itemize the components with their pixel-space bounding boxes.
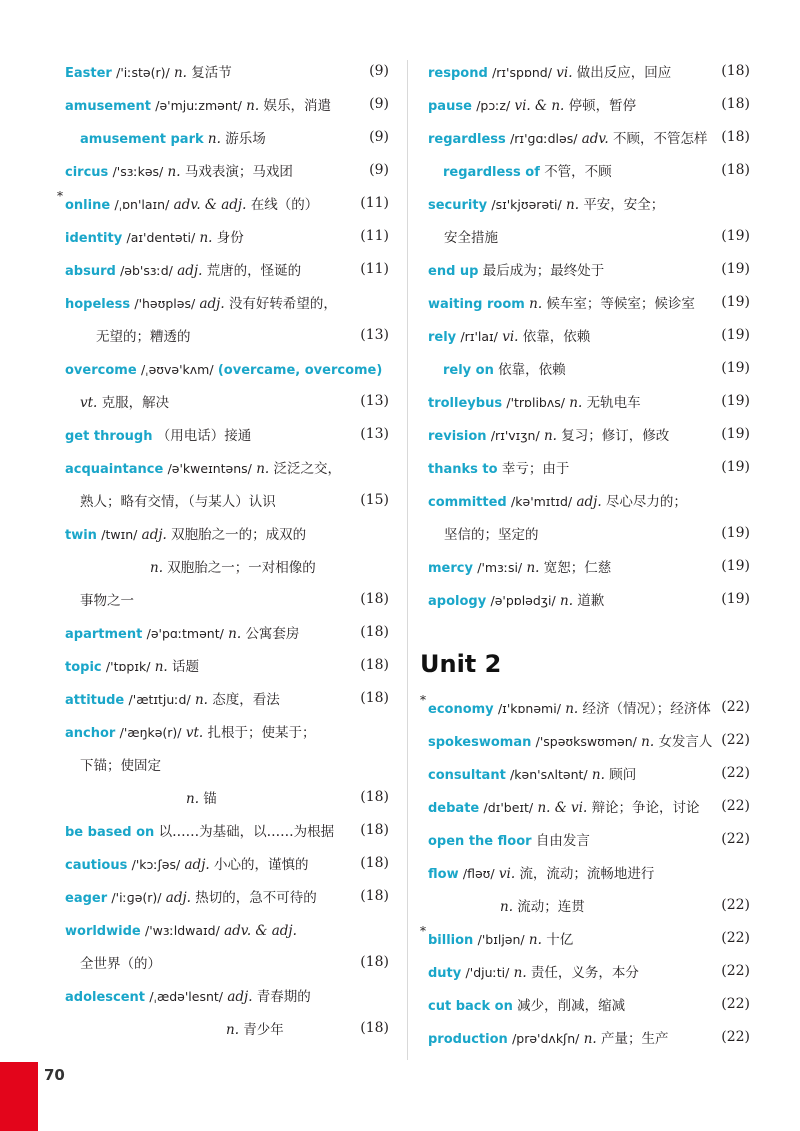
part-of-speech: adj.: [184, 857, 210, 873]
part-of-speech: n.: [543, 428, 557, 444]
definition: 责任，义务，本分: [530, 965, 639, 981]
part-of-speech: n.: [173, 65, 187, 81]
page-reference: (19): [721, 393, 750, 409]
part-of-speech: adj.: [576, 494, 602, 510]
part-of-speech: adj.: [227, 989, 253, 1005]
definition: 娱乐，消遣: [263, 98, 331, 114]
page-reference: (18): [721, 63, 750, 79]
vocab-entry: [65, 191, 318, 219]
page-reference: (22): [721, 732, 750, 748]
headword: topic: [65, 660, 102, 675]
definition: 减少，削减，缩减: [517, 998, 626, 1014]
definition: 游乐场: [225, 131, 266, 147]
definition: 最后成为；最终处于: [482, 263, 605, 279]
headword: rely on: [443, 363, 494, 378]
page-reference: (18): [360, 690, 389, 706]
phonetic: /'tɒpɪk/: [105, 659, 151, 674]
part-of-speech: n.: [207, 131, 221, 147]
headword: circus: [65, 165, 109, 180]
headword: online: [65, 198, 111, 213]
footer-red-block: [0, 1062, 38, 1131]
page-reference: (22): [721, 930, 750, 946]
part-of-speech: n.: [529, 296, 543, 312]
page-reference: (9): [369, 129, 389, 145]
part-of-speech: n.: [194, 692, 208, 708]
phonetic: /'spəʊkswʊmən/: [535, 734, 637, 749]
phonetic: /kə'mɪtɪd/: [511, 494, 573, 509]
page-reference: (18): [360, 624, 389, 640]
definition: 熟人；略有交情，（与某人）认识: [80, 494, 276, 510]
vocab-entry: [226, 1016, 284, 1044]
headword: production: [428, 1032, 508, 1047]
vocab-entry: [428, 59, 671, 87]
headword: Easter: [65, 66, 112, 81]
definition: 不顾，不管怎样: [613, 131, 708, 147]
part-of-speech: n.: [150, 560, 163, 576]
part-of-speech: n.: [199, 230, 213, 246]
page-reference: (9): [369, 162, 389, 178]
headword: cautious: [65, 858, 128, 873]
vocab-entry: [65, 356, 382, 384]
definition: 宽恕；仁慈: [543, 560, 612, 576]
part-of-speech: n.: [186, 791, 199, 807]
definition: 尽心尽力的；: [605, 494, 687, 510]
column-divider: [407, 60, 408, 1060]
definition: 态度，看法: [212, 692, 280, 708]
definition: （用电话）接通: [156, 428, 252, 444]
vocab-entry: [428, 191, 664, 219]
part-of-speech: adv.: [581, 131, 609, 147]
part-of-speech: adj.: [199, 296, 225, 312]
definition: 在线（的）: [250, 197, 319, 213]
vocab-entry: [65, 455, 341, 483]
part-of-speech: adj.: [165, 890, 191, 906]
headword: overcome: [65, 363, 137, 378]
vocab-entry: [80, 950, 161, 978]
vocab-entry: [428, 125, 708, 153]
vocab-entry: [428, 761, 636, 789]
headword: rely: [428, 330, 457, 345]
headword: security: [428, 198, 488, 213]
page-reference: (22): [721, 699, 750, 715]
definition: 事物之一: [80, 593, 134, 609]
page-reference: (18): [360, 822, 389, 838]
page-reference: (18): [360, 855, 389, 871]
definition: 下锚；使固定: [80, 758, 161, 774]
headword: billion: [428, 933, 474, 948]
phonetic: /prə'dʌkʃn/: [512, 1031, 580, 1046]
phonetic: /sɪ'kjʊərəti/: [491, 197, 562, 212]
page-reference: (18): [360, 1020, 389, 1036]
phonetic: /rɪ'laɪ/: [460, 329, 498, 344]
part-of-speech: adj.: [141, 527, 167, 543]
vocab-entry: [443, 356, 566, 384]
vocab-entry: [500, 893, 585, 921]
definition: 流动；连贯: [517, 899, 585, 915]
star-mark: *: [420, 924, 426, 938]
headword: waiting room: [428, 297, 525, 312]
definition: 复活节: [191, 65, 232, 81]
page-reference: (19): [721, 459, 750, 475]
definition: 停顿，暂停: [568, 98, 637, 114]
headword: hopeless: [65, 297, 131, 312]
headword: flow: [428, 867, 459, 882]
phonetic: /'trɒlibʌs/: [506, 395, 565, 410]
vocab-entry: [80, 488, 276, 516]
page-reference: (9): [369, 96, 389, 112]
part-of-speech: adv. & adj.: [224, 923, 297, 939]
phonetic: /ˌəʊvə'kʌm/: [140, 362, 214, 377]
vocab-entry: [428, 794, 700, 822]
definition: 锚: [203, 791, 217, 807]
headword: open the floor: [428, 834, 532, 849]
vocab-entry: [428, 257, 604, 285]
phonetic: /fləʊ/: [462, 866, 495, 881]
page-reference: (11): [360, 195, 389, 211]
headword: amusement park: [80, 132, 204, 147]
headword: absurd: [65, 264, 116, 279]
definition: 克服，解决: [101, 395, 170, 411]
part-of-speech: n.: [154, 659, 168, 675]
definition: 话题: [172, 659, 200, 675]
definition: 全世界（的）: [80, 956, 161, 972]
vocab-entry: [96, 323, 191, 351]
part-of-speech: n.: [228, 626, 242, 642]
page-reference: (19): [721, 591, 750, 607]
vocab-entry: [186, 785, 217, 813]
phonetic: /'mɜːsi/: [477, 560, 523, 575]
definition: 双胞胎之一的；成双的: [171, 527, 307, 543]
page-reference: (19): [721, 525, 750, 541]
phonetic: /rɪ'spɒnd/: [492, 65, 552, 80]
page-reference: (22): [721, 963, 750, 979]
vocab-entry: [428, 554, 611, 582]
page-reference: (19): [721, 426, 750, 442]
definition: 无轨电车: [586, 395, 641, 411]
part-of-speech: vi. & n.: [514, 98, 565, 114]
definition: 产量；生产: [601, 1031, 669, 1047]
page-reference: (13): [360, 327, 389, 343]
page-reference: (22): [721, 831, 750, 847]
phonetic: /pɔːz/: [476, 98, 511, 113]
page-reference: (18): [360, 657, 389, 673]
vocab-entry: [80, 752, 161, 780]
headword: regardless: [428, 132, 506, 147]
page-reference: (19): [721, 558, 750, 574]
headword: amusement: [65, 99, 151, 114]
definition: 坚信的；坚定的: [444, 527, 539, 543]
part-of-speech: vi.: [502, 329, 519, 345]
unit-heading: Unit 2: [420, 650, 502, 678]
phonetic: /'iːɡə(r)/: [111, 890, 162, 905]
phonetic: /'həʊpləs/: [134, 296, 196, 311]
page-reference: (18): [360, 888, 389, 904]
part-of-speech: n.: [513, 965, 527, 981]
headword: anchor: [65, 726, 116, 741]
vocab-entry: [65, 521, 306, 549]
page-reference: (18): [721, 129, 750, 145]
part-of-speech: n.: [167, 164, 181, 180]
definition: 十亿: [546, 932, 574, 948]
phonetic: /ə'kweɪntəns/: [167, 461, 252, 476]
vocab-entry: [65, 884, 317, 912]
vocab-entry: [65, 917, 297, 945]
part-of-speech: n.: [500, 899, 513, 915]
definition: 没有好转希望的，: [228, 296, 337, 312]
headword: end up: [428, 264, 479, 279]
phonetic: /ə'pɒlədʒi/: [490, 593, 556, 608]
vocab-entry: [65, 290, 337, 318]
phonetic: /aɪ'dentəti/: [126, 230, 196, 245]
page-reference: (13): [360, 426, 389, 442]
star-mark: *: [57, 189, 63, 203]
definition: 辩论；争论，讨论: [591, 800, 700, 816]
definition: 青少年: [243, 1022, 284, 1038]
vocab-entry: [428, 488, 687, 516]
definition: 无望的；糟透的: [96, 329, 191, 345]
phonetic: /ə'mjuːzmənt/: [155, 98, 242, 113]
part-of-speech: n.: [566, 197, 580, 213]
part-of-speech: n.: [526, 560, 540, 576]
page-reference: (18): [721, 96, 750, 112]
definition: 做出反应，回应: [576, 65, 672, 81]
part-of-speech: vi.: [556, 65, 573, 81]
definition: 青春期的: [256, 989, 311, 1005]
page-reference: (18): [360, 954, 389, 970]
vocab-entry: [80, 389, 169, 417]
vocab-entry: [428, 860, 654, 888]
phonetic: /rɪ'ɡɑːdləs/: [510, 131, 578, 146]
page-reference: (19): [721, 327, 750, 343]
vocab-entry: [428, 926, 573, 954]
page-reference: (18): [721, 162, 750, 178]
definition: 身份: [216, 230, 244, 246]
headword: pause: [428, 99, 472, 114]
definition: 荒唐的，怪诞的: [206, 263, 302, 279]
phonetic: /rɪ'vɪʒn/: [490, 428, 540, 443]
vocab-entry: [428, 695, 711, 723]
vocab-entry: [428, 92, 636, 120]
vocab-entry: [428, 587, 604, 615]
page-reference: (11): [360, 261, 389, 277]
part-of-speech: n.: [565, 701, 579, 717]
headword: apology: [428, 594, 487, 609]
vocab-entry: [65, 851, 308, 879]
part-of-speech: n.: [583, 1031, 597, 1047]
page-reference: (19): [721, 261, 750, 277]
headword: identity: [65, 231, 123, 246]
vocab-entry: [65, 92, 331, 120]
vocab-entry: [65, 686, 280, 714]
definition: 依靠，依赖: [522, 329, 591, 345]
page-reference: (18): [360, 789, 389, 805]
vocab-entry: [428, 827, 590, 855]
phonetic: /ɪ'kɒnəmi/: [497, 701, 561, 716]
part-of-speech: adv. & adj.: [173, 197, 247, 213]
phonetic: /'wɜːldwaɪd/: [145, 923, 220, 938]
part-of-speech: n.: [256, 461, 270, 477]
definition: 小心的，谨慎的: [213, 857, 309, 873]
phonetic: /'bɪljən/: [477, 932, 525, 947]
phonetic: /'sɜːkəs/: [112, 164, 164, 179]
vocab-entry: [444, 521, 539, 549]
vocab-entry: [65, 620, 299, 648]
definition: 公寓套房: [245, 626, 300, 642]
vocab-entry: [428, 959, 639, 987]
headword: get through: [65, 429, 153, 444]
headword: respond: [428, 66, 488, 81]
part-of-speech: n.: [528, 932, 542, 948]
definition: 安全措施: [444, 230, 498, 246]
vocab-entry: [65, 818, 334, 846]
page-reference: (13): [360, 393, 389, 409]
headword: twin: [65, 528, 97, 543]
part-of-speech: n.: [569, 395, 583, 411]
vocab-entry: [65, 653, 199, 681]
definition: 复习；修订，修改: [561, 428, 670, 444]
headword: attitude: [65, 693, 125, 708]
phonetic: /ˌɒn'laɪn/: [114, 197, 170, 212]
headword: apartment: [65, 627, 143, 642]
phonetic: /ˌædə'lesnt/: [149, 989, 224, 1004]
phonetic: /'ætɪtjuːd/: [128, 692, 191, 707]
page-reference: (11): [360, 228, 389, 244]
phonetic: /dɪ'beɪt/: [483, 800, 534, 815]
headword: eager: [65, 891, 108, 906]
part-of-speech: vi.: [498, 866, 516, 882]
definition: 依靠，依赖: [498, 362, 566, 378]
phonetic: /'kɔːʃəs/: [131, 857, 181, 872]
part-of-speech: vt.: [185, 725, 204, 741]
phonetic: /'iːstə(r)/: [116, 65, 170, 80]
definition: 幸亏；由于: [501, 461, 570, 477]
vocab-entry: [443, 158, 612, 186]
verb-forms: (overcame, overcome): [217, 363, 383, 378]
vocab-entry: [65, 983, 311, 1011]
headword: economy: [428, 702, 494, 717]
definition: 泛泛之交，: [273, 461, 341, 477]
part-of-speech: n.: [226, 1022, 239, 1038]
headword: thanks to: [428, 462, 498, 477]
part-of-speech: n.: [560, 593, 573, 609]
page-number: 70: [44, 1066, 65, 1084]
page-reference: (22): [721, 1029, 750, 1045]
headword: regardless of: [443, 165, 540, 180]
definition: 顾问: [609, 767, 637, 783]
page-reference: (19): [721, 360, 750, 376]
headword: adolescent: [65, 990, 146, 1005]
definition: 扎根于；使某于；: [207, 725, 316, 741]
headword: be based on: [65, 825, 155, 840]
definition: 候车室；等候室；候诊室: [546, 296, 695, 312]
definition: 经济（情况）；经济体: [582, 701, 711, 717]
phonetic: /ə'pɑːtmənt/: [146, 626, 224, 641]
vocab-entry: [428, 992, 625, 1020]
page-reference: (22): [721, 798, 750, 814]
page-reference: (22): [721, 996, 750, 1012]
vocab-entry: [444, 224, 498, 252]
star-mark: *: [420, 693, 426, 707]
headword: revision: [428, 429, 487, 444]
vocab-entry: [150, 554, 316, 582]
headword: consultant: [428, 768, 506, 783]
definition: 女发言人: [658, 734, 713, 750]
vocab-entry: [428, 728, 712, 756]
headword: committed: [428, 495, 507, 510]
headword: duty: [428, 966, 462, 981]
vocab-entry: [428, 323, 590, 351]
headword: cut back on: [428, 999, 513, 1014]
vocab-entry: [428, 455, 569, 483]
vocab-entry: [428, 290, 695, 318]
headword: mercy: [428, 561, 473, 576]
headword: debate: [428, 801, 480, 816]
definition: 流，流动；流畅地进行: [519, 866, 655, 882]
part-of-speech: n.: [641, 734, 655, 750]
vocab-entry: [65, 224, 244, 252]
page-reference: (19): [721, 294, 750, 310]
page-reference: (22): [721, 897, 750, 913]
phonetic: /'æŋkə(r)/: [119, 725, 182, 740]
definition: 不管，不顾: [544, 164, 612, 180]
definition: 双胞胎之一；一对相像的: [167, 560, 316, 576]
phonetic: /kən'sʌltənt/: [510, 767, 588, 782]
definition: 马戏表演；马戏团: [184, 164, 293, 180]
page-reference: (22): [721, 765, 750, 781]
headword: acquaintance: [65, 462, 164, 477]
definition: 热切的，急不可待的: [195, 890, 317, 906]
vocab-entry: [428, 1025, 669, 1053]
vocab-entry: [428, 422, 669, 450]
phonetic: /əb'sɜːd/: [120, 263, 173, 278]
vocab-entry: [65, 422, 251, 450]
headword: spokeswoman: [428, 735, 532, 750]
part-of-speech: adj.: [177, 263, 203, 279]
vocab-entry: [80, 125, 266, 153]
page-reference: (15): [360, 492, 389, 508]
page-reference: (19): [721, 228, 750, 244]
phonetic: /twɪn/: [101, 527, 138, 542]
definition: 以……为基础，以……为根据: [158, 824, 335, 840]
definition: 平安，安全；: [583, 197, 665, 213]
phonetic: /'djuːti/: [465, 965, 510, 980]
vocab-entry: [65, 257, 301, 285]
definition: 自由发言: [535, 833, 590, 849]
definition: 道歉: [577, 593, 605, 609]
part-of-speech: n.: [246, 98, 260, 114]
vocab-entry: [65, 59, 232, 87]
vocab-entry: [65, 158, 293, 186]
vocab-entry: [80, 587, 134, 615]
headword: worldwide: [65, 924, 141, 939]
page-reference: (9): [369, 63, 389, 79]
vocab-entry: [65, 719, 315, 747]
headword: trolleybus: [428, 396, 503, 411]
vocab-entry: [428, 389, 641, 417]
part-of-speech: n. & vi.: [537, 800, 588, 816]
page-reference: (18): [360, 591, 389, 607]
part-of-speech: vt.: [80, 395, 98, 411]
part-of-speech: n.: [591, 767, 605, 783]
